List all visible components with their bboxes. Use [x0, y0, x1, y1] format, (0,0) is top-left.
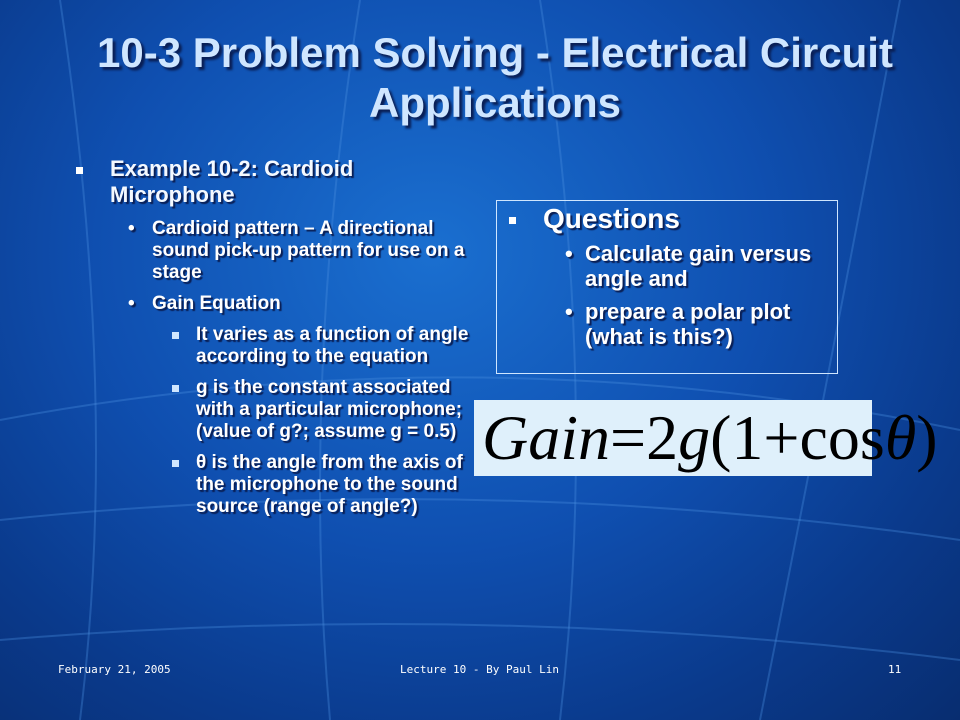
footer-lecture: Lecture 10 - By Paul Lin — [400, 663, 559, 676]
question-item — [507, 299, 827, 349]
cardioid-text: Cardioid pattern – A directional sound pick-up pattern for use on a stage — [152, 218, 465, 283]
square-bullet-icon — [509, 217, 516, 224]
questions-heading-text: Questions — [543, 203, 680, 234]
cardioid-bullet — [74, 218, 484, 284]
slide-title: 10-3 Problem Solving - Electrical Circuit Applications — [97, 29, 893, 126]
eq-gain: Gain — [482, 402, 610, 473]
constant-g-text: g is the constant associated with a particular microphone; (value of g?; assume g = 0.5) — [196, 377, 463, 442]
eq-open: (1+cos — [710, 402, 885, 473]
square-bullet-icon — [172, 460, 179, 467]
footer-page-number: 11 — [888, 663, 902, 676]
square-bullet-icon — [172, 385, 179, 392]
varies-text: It varies as a function of angle according to the equation — [196, 324, 469, 367]
gain-equation-text: Gain Equation — [152, 293, 281, 314]
constant-g-bullet — [74, 377, 484, 443]
eq-theta: θ — [884, 402, 917, 473]
eq-coefficient: 2 — [646, 402, 679, 473]
questions-box — [496, 200, 838, 374]
example-text: Example 10-2: Cardioid Microphone — [110, 156, 354, 207]
theta-text: θ is the angle from the axis of the microphone to the sound source (range of angle?) — [196, 452, 463, 517]
question-text: Calculate gain versus angle and — [585, 241, 812, 291]
gain-equation-image — [474, 400, 938, 476]
dot-bullet-icon: • — [565, 241, 573, 266]
gain-equation-bullet — [74, 293, 484, 315]
eq-g: g — [678, 402, 711, 473]
footer-date: February 21, 2005 — [58, 663, 171, 676]
varies-bullet — [74, 324, 484, 368]
eq-close: ) — [916, 402, 938, 473]
dot-bullet-icon: • — [128, 293, 135, 314]
square-bullet-icon — [172, 332, 179, 339]
left-content — [74, 156, 484, 527]
square-bullet-icon — [76, 167, 83, 174]
theta-bullet — [74, 452, 484, 518]
dot-bullet-icon: • — [565, 299, 573, 324]
questions-heading — [507, 203, 680, 235]
eq-equals: = — [610, 402, 647, 473]
question-text: prepare a polar plot (what is this?) — [585, 299, 791, 349]
example-bullet — [74, 156, 484, 208]
dot-bullet-icon: • — [128, 218, 135, 239]
question-item — [507, 241, 827, 291]
